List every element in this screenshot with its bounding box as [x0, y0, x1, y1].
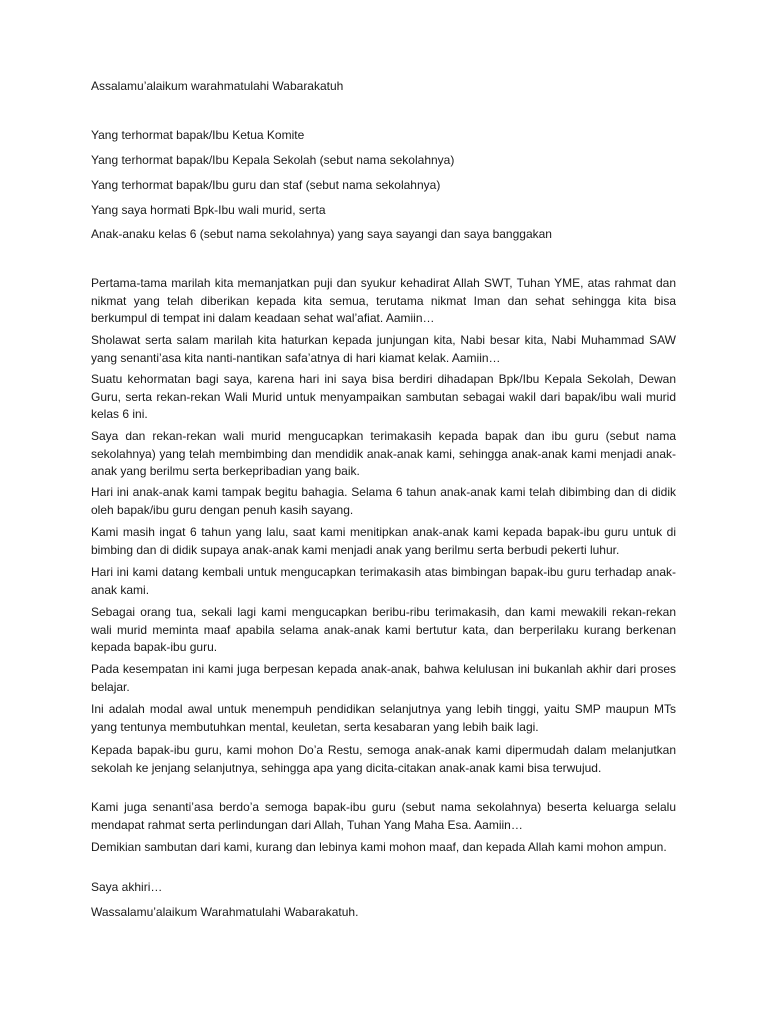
salutation-line: Yang terhormat bapak/Ibu Kepala Sekolah (sebut nama sekolahnya): [91, 153, 455, 167]
opening-greeting: Assalamu’alaikum warahmatulahi Wabarakatuh: [91, 79, 344, 93]
body-paragraph: Pertama-tama marilah kita memanjatkan puji dan syukur kehadirat Allah SWT, Tuhan YME, atas rahmat dan nikmat yang telah diberikan kepada kita semua, terutama nikmat Iman dan sehat sehingga kita bisa berkumpul di tempat ini dalam keadaan sehat wal’afiat. Aamiin…: [91, 276, 676, 325]
body-paragraph: Suatu kehormatan bagi saya, karena hari ini saya bisa berdiri dihadapan Bpk/Ibu Kepala Sekolah, Dewan Guru, serta rekan-rekan Wali Murid untuk menyampaikan sambutan sebagai wakil dari bapak/ibu wali murid kelas 6 ini.: [91, 372, 676, 421]
salutation-line: Yang terhormat bapak/Ibu guru dan staf (sebut nama sekolahnya): [91, 178, 441, 192]
body-paragraph: Saya dan rekan-rekan wali murid mengucapkan terimakasih kepada bapak dan ibu guru (sebut nama sekolahnya) yang telah membimbing dan mendidik anak-anak kami, sehingga anak-anak kami menjadi anak-anak yang berilmu serta berkepribadian yang baik.: [91, 429, 676, 478]
body-paragraph: Kami juga senanti’asa berdo’a semoga bapak-ibu guru (sebut nama sekolahnya) beserta keluarga selalu mendapat rahmat serta perlindungan dari Allah, Tuhan Yang Maha Esa. Aamiin…: [91, 800, 676, 832]
body-paragraph: Kami masih ingat 6 tahun yang lalu, saat kami menitipkan anak-anak kami kepada bapak-ibu guru untuk di bimbing dan di didik supaya anak-anak kami menjadi anak yang berilmu serta berbudi pekerti luhur.: [91, 525, 676, 557]
body-paragraph: Pada kesempatan ini kami juga berpesan kepada anak-anak, bahwa kelulusan ini bukanlah akhir dari proses belajar.: [91, 662, 676, 694]
body-paragraph: Ini adalah modal awal untuk menempuh pendidikan selanjutnya yang lebih tinggi, yaitu SMP maupun MTs yang tentunya membutuhkan mental, keuletan, serta kesabaran yang lebih baik lagi.: [91, 702, 676, 734]
body-paragraph: Demikian sambutan dari kami, kurang dan lebinya kami mohon maaf, dan kepada Allah kami mohon ampun.: [91, 840, 667, 854]
salutation-line: Yang saya hormati Bpk-Ibu wali murid, serta: [91, 203, 326, 217]
body-paragraph: Hari ini kami datang kembali untuk mengucapkan terimakasih atas bimbingan bapak-ibu guru terhadap anak-anak kami.: [91, 565, 676, 597]
body-paragraph: Hari ini anak-anak kami tampak begitu bahagia. Selama 6 tahun anak-anak kami telah dibimbing dan di didik oleh bapak/ibu guru dengan penuh kasih sayang.: [91, 485, 676, 517]
closing-greeting: Wassalamu’alaikum Warahmatulahi Wabarakatuh.: [91, 905, 359, 919]
body-paragraph: Kepada bapak-ibu guru, kami mohon Do’a Restu, semoga anak-anak kami dipermudah dalam melanjutkan sekolah ke jenjang selanjutnya, sehingga apa yang dicita-citakan anak-anak kami bisa terwujud.: [91, 743, 676, 775]
salutation-line: Anak-anaku kelas 6 (sebut nama sekolahnya) yang saya sayangi dan saya banggakan: [91, 227, 552, 241]
closing-intro: Saya akhiri…: [91, 880, 163, 894]
salutation-line: Yang terhormat bapak/Ibu Ketua Komite: [91, 128, 305, 142]
body-paragraph: Sebagai orang tua, sekali lagi kami mengucapkan beribu-ribu terimakasih, dan kami mewakili rekan-rekan wali murid meminta maaf apabila selama anak-anak kami bertutur kata, dan berperilaku kurang berkenan kepada bapak-ibu guru.: [91, 605, 676, 654]
body-paragraph: Sholawat serta salam marilah kita haturkan kepada junjungan kita, Nabi besar kita, Nabi Muhammad SAW yang senanti’asa kita nanti-nantikan safa’atnya di hari kiamat kelak. Aamiin…: [91, 333, 676, 365]
